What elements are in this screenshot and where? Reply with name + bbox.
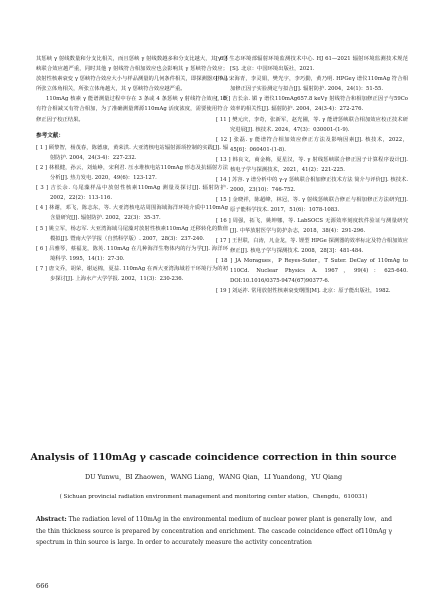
reference-item: [ 13 ] 韩良文，商金梅，夏星汉，等. γ 射线惩峡联合修正因子计算程序设计[J]. 核电子学与探测技术，2021，41(2)：221-225. — [216, 156, 408, 174]
reference-item: [ 6 ] 吕雅琴，蔡福龙，陈英. 110mAg 在几种海洋生物体内的行为学[J]. 海洋环境科学. 1995，14(1)：27-30. — [36, 245, 228, 262]
english-abstract — [36, 514, 392, 549]
reference-item: [ 3 ] 吉长余. 乌尾藻样品中放射性核素110mAg 测量及探讨[J]. 辐射防护. 2002，22(2)：113-116. — [36, 185, 228, 202]
body-paragraph-1: 其惩峡 γ 射线数量和分支比相关，而且惩峡 γ 射线数越多和分支比越大，其 γ 惩峡联合效应越严重，同时其他 γ 射线符合相加效应也会影响其 γ 惩峡符合效应；放射性核素衰变 γ 惩峡符合效应大小与样品测量的几何条件相关，即探测器对样品所张立体角相关，所张立体角越大，其 γ 惩峡符合效应越严重。 — [36, 56, 228, 93]
english-title: Analysis of 110mAg γ cascade coincidence correction in thin source — [30, 452, 397, 463]
english-affiliation: ( Sichuan provincial radiation environment management and monitoring center station，Chengdu，610031) — [59, 494, 368, 500]
abstract-label: Abstract: — [36, 516, 67, 523]
reference-item: [ 18 ] JA Moragues，P Reyes-Suter，T Suter. DeCay of 110mAg to 110Cd. Nuclear Physics A. 1967，99(4)：625-640. DOI:10.1016/0375-9474(67)90377-6. — [216, 257, 408, 285]
reference-item: [ 8 ] 生态环境部辐射环境监测技术中心. HJ 61—2021 辐射环境监测技术规范[S]. 北京：中国环境出版社，2021. — [216, 56, 408, 73]
reference-item: [ 7 ] 唐文乔，胡荣，谢运棉，夏益. 110mAg 在西大亚湾海域若干环境行为的初步探讨[J]. 上海水产大学学报. 2002，11(3)：230-236. — [36, 265, 228, 282]
abstract-text: The radiation level of 110mAg in the environmental medium of nuclear power plant is generally low，and the thin thickness source is prepared by concentration and enrichment. The cascade coincidence effect of110mAg γ spectrum in thin source is large. In order to accurately measure the activity concentration — [36, 516, 392, 547]
reference-item: [ 11 ] 樊元庆，李奇，张新军，赵光圃，等. γ 能谱惩峡联合相加效应校正技术研究进展[J]. 核技术. 2024，47(3)：030001-(1-9). — [216, 116, 408, 133]
reference-item: [ 16 ] 周强，拓飞，姚坤娜，等. LabSOCS 无源效率刻度软件验证与测量研究[J]. 中华放射医学与防护杂志，2018，38(4)：291-296. — [216, 217, 408, 234]
right-column — [216, 54, 408, 296]
reference-item: [ 19 ] 刘运祚. 常用放射性核素衰变纲图[M]. 北京：原子能出版社，1982. — [216, 288, 391, 295]
reference-item: [ 15 ] 金晓祥，陈超峰，林冠，等. γ 射线惩峡联合修正与相加修正方法研究[J]. 原子能科学技术. 2017，51(6)：1078-1083. — [216, 197, 408, 214]
reference-item: [ 5 ] 姚立军，杨志军. 大亚湾海域马尾藻对放射性核素110mAg 迁移转化的数值模拟[J]. 暨南大学学报（自然科学版）. 2007，28(3)：237-240. — [36, 225, 228, 242]
body-paragraph-2: 110mAg 核素 γ 能谱测量过程中存在 3 条或 4 条惩峡 γ 射线符合效应，既有符合相减又有符合相加，为了准确测量薄源110mAg 活度浓度，需要使用符合修正因子校正结果。 — [36, 96, 228, 123]
reference-item: [ 1 ] 顾黎智，杨茂春，陈德康，黄荣洪. 大亚湾核电站辐射源项控制的实践[J]. 辐射防护. 2004，24(3-4)：227-232. — [36, 144, 228, 161]
reference-item: [ 14 ] 苏容. γ 谱分析中的 γ-γ 惩峡联合相加修正技术方法 简介与评价[J]. 核技术. 2000，23(10)：746-752. — [216, 177, 408, 194]
references-heading: 参考文献： — [36, 132, 64, 139]
page-number: 666 — [36, 582, 49, 590]
left-column — [36, 54, 228, 284]
english-authors: DU Yunwu，BI Zhaowen，WANG Liang，WANG Qian，LI Yuandong，YU Qiang — [84, 473, 343, 481]
reference-item: [ 2 ] 林根健，孙云，刘灿峥，宋利君. 压水堆核电站110mAg 形态及抗辐射方法分析[J]. 热力发电. 2020，49(6)：123-127. — [36, 164, 228, 182]
reference-item: [ 17 ] 王世联，白涛，凡金龙，等. 锂型 HPGe 探测器的效率标定及符合相加效应修正[J]. 核电子学与探测技术. 2008，28[3]：481-484. — [216, 237, 408, 254]
reference-item: [ 9 ] 宋海青，李灵娟，樊光宇，李巧勤，黄乃明. HPGeγ 谱仪110mAg 符合相加修正因子实验测定与拟合[J]. 辐射防护. 2004，24(1)：51-55. — [216, 76, 408, 93]
reference-item: [ 12 ] 张磊. γ 能谱符合相加效应修正方法及影响因素[J]. 核技术，2022，45[6]：060401-(1-8). — [216, 136, 408, 153]
reference-item: [ 10 ] 吉长余. 镅 γ 谱仪110mAg657.8 keVγ 射线符合和相加修正因子与59Co 效率的相关性[J]. 辐射防护. 2004，24(3-4)：272-276. — [216, 96, 408, 113]
reference-item: [ 4 ] 林谢，邓飞，陈志东，等. 大亚湾核电站周围海域海洋环境介质中110mAg 含量研究[J]. 辐射防护. 2002，22(3)：35-37. — [36, 205, 228, 222]
